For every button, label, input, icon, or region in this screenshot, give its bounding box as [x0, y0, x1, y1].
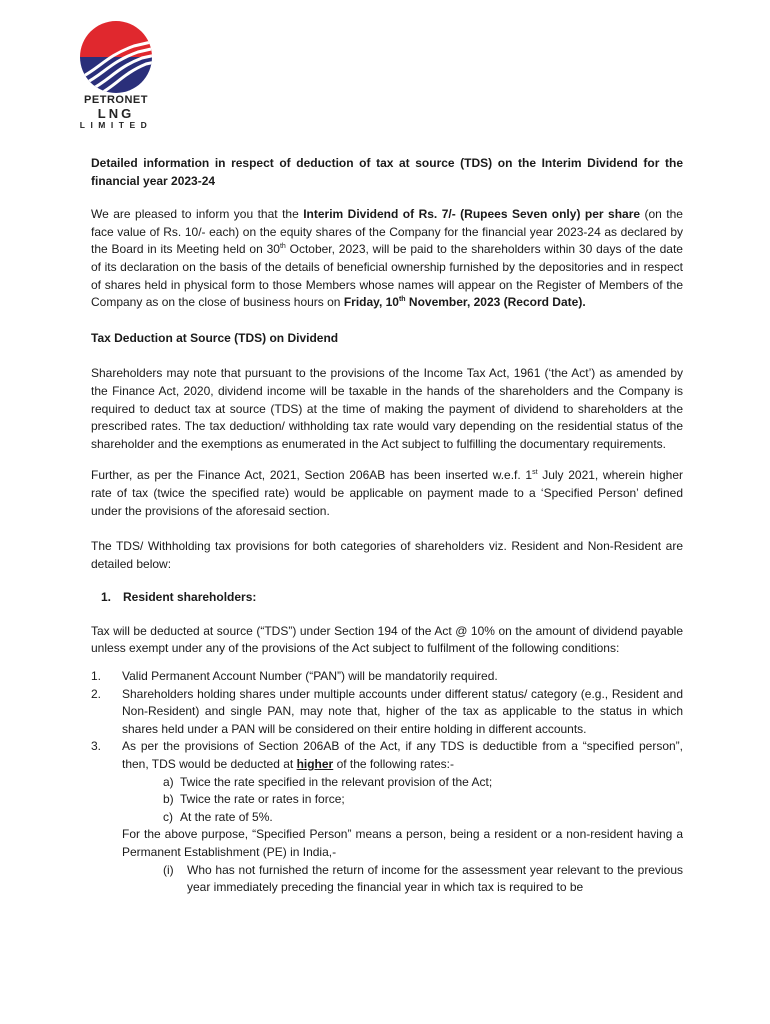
company-logo	[76, 20, 156, 128]
tds-heading: Tax Deduction at Source (TDS) on Dividend	[91, 330, 339, 345]
specified-person-definition: For the above purpose, “Specified Person” means a person, being a resident or a non-resident having a Permanent Establishment (PE) in India,-	[122, 827, 683, 859]
list-item: b) Twice the rate or rates in force;	[163, 792, 345, 807]
list-item: 2. Shareholders holding shares under multiple accounts under different status/ category (e.g., Resident and Non-Resident) and single PAN, may note that, higher of the tax as applicable to the status in which shares held under a PAN will be considered on their entire holding in different accounts.	[91, 686, 683, 736]
roman-list	[122, 862, 683, 897]
section-206ab-paragraph: Further, as per the Finance Act, 2021, Section 206AB has been inserted w.e.f. 1st July 2021, wherein higher rate of tax (twice the specified rate) would be applicable on payment made to a ‘Specified Person’ defined under the provisions of the aforesaid section.	[91, 468, 683, 518]
list-item: a) Twice the rate specified in the relevant provision of the Act;	[163, 774, 493, 789]
list-item: (i) Who has not furnished the return of income for the assessment year relevant to the previous year immediately preceding the financial year in which tax is required to be	[163, 862, 683, 895]
list-item: 1. Valid Permanent Account Number (“PAN”) will be mandatorily required.	[91, 669, 498, 684]
document-body	[91, 155, 683, 897]
section-heading-resident: 1. Resident shareholders:	[101, 590, 257, 605]
list-item: c) At the rate of 5%.	[163, 809, 273, 824]
logo-emblem	[76, 20, 156, 96]
categories-paragraph: The TDS/ Withholding tax provisions for both categories of shareholders viz. Resident and Non-Resident are detailed below:	[91, 539, 683, 571]
logo-text-limited: LIMITED	[79, 120, 153, 130]
resident-paragraph: Tax will be deducted at source (“TDS”) under Section 194 of the Act @ 10% on the amount of dividend payable unless exempt under any of the provisions of the Act subject to fulfilment of the following conditions:	[91, 623, 683, 656]
income-tax-paragraph: Shareholders may note that pursuant to the provisions of the Income Tax Act, 1961 (‘the Act’) as amended by the Finance Act, 2020, dividend income will be taxable in the hands of the shareholders and the Company is required to deduct tax at source (TDS) at the time of making the payment of dividend to shareholders at the prescribed rates. The tax deduction/ withholding tax rate would vary depending on the residential status of the shareholder and the exemptions as enumerated in the Act subject to fulfilling the documentary requirements.	[91, 366, 683, 451]
intro-paragraph: We are pleased to inform you that the Interim Dividend of Rs. 7/- (Rupees Seven only) per share (on the face value of Rs. 10/- each) on the equity shares of the Company for the financial year 2023-24 as declared by the Board in its Meeting held on 30th October, 2023, will be paid to the shareholders within 30 days of the date of its declaration on the basis of the details of beneficial ownership furnished by the depositories and in respect of shares held in physical form to those Members whose names will appear on the Register of Members of the Company as on the close of business hours on Friday, 10th November, 2023 (Record Date).	[91, 207, 683, 310]
higher-emphasis: higher	[296, 757, 334, 772]
conditions-list	[91, 668, 683, 897]
document-title: Detailed information in respect of deduction of tax at source (TDS) on the Interim Dividend for the financial year 2023-24	[91, 156, 683, 188]
record-date: Friday, 10th November, 2023 (Record Date).	[343, 295, 586, 310]
rates-list	[122, 774, 683, 827]
list-item: 3. As per the provisions of Section 206AB of the Act, if any TDS is deductible from a “specified person”, then, TDS would be deducted at higher of the following rates:- a) Twice the rate specified in the relevant provision of the Act; b) Twice the rate or rates in force; c) At the rate of 5%. For the above purpose, “Specified Person” means a person, being a resident or a non-resident having a Permanent Establishment (PE) in India,- (i) Who has not furnished the return of income for the assessment year relevant to the previous year immediately preceding the financial year in which tax is required to be	[91, 738, 683, 896]
logo-text-lng: LNG	[97, 106, 135, 121]
dividend-amount: Interim Dividend of Rs. 7/- (Rupees Seven only) per share	[303, 207, 641, 222]
logo-text-petronet: PETRONET	[84, 94, 148, 106]
